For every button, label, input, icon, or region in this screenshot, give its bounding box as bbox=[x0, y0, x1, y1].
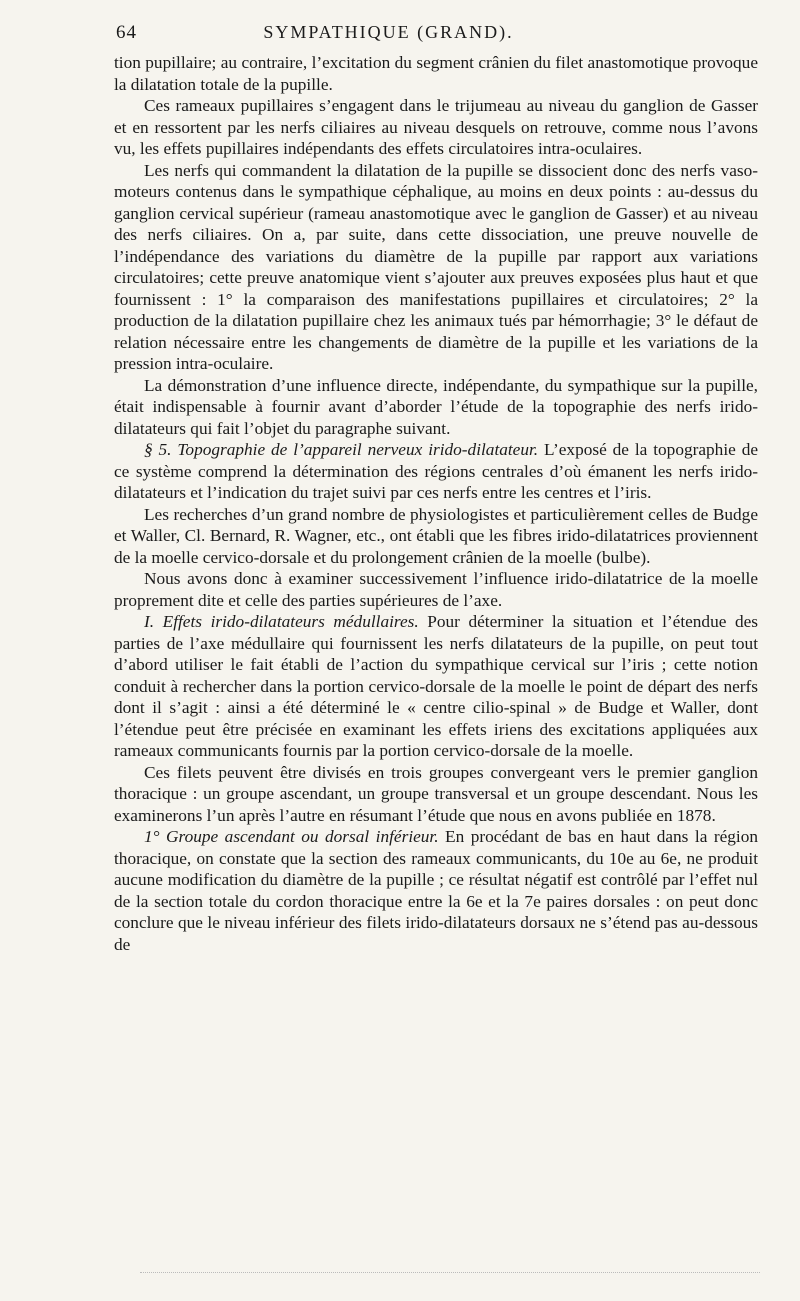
section-title: I. Effets irido-dilatateurs médullaires. bbox=[144, 612, 419, 631]
section-paragraph: § 5. Topographie de l’appareil nerveux irido-dilatateur. L’exposé de la topographie de ce système comprend la détermination des régions centrales d’où émanent les nerfs irido-dilatateurs et l’indication du trajet suivi par ces nerfs entre les centres et l’iris. bbox=[114, 440, 759, 502]
body-text bbox=[114, 52, 758, 955]
running-head bbox=[116, 22, 760, 52]
section-title: 1° Groupe ascendant ou dorsal inférieur. bbox=[144, 827, 439, 846]
paragraph: Ces filets peuvent être divisés en trois groupes convergeant vers le premier ganglion thoracique : un groupe ascendant, un groupe transversal et un groupe descendant. Nous les examinerons l’un après l’autre en résumant l’étude que nous en avons publiée en 1878. bbox=[114, 762, 758, 825]
paragraph: La démonstration d’une influence directe, indépendante, du sympathique sur la pupille, était indispensable à fournir avant d’aborder l’étude de la topographie des nerfs irido-dilatateurs qui fait l’objet du paragraphe suivant. bbox=[114, 375, 758, 438]
paragraph: Ces rameaux pupillaires s’engagent dans le trijumeau au niveau du ganglion de Gasser et en ressortent par les nerfs ciliaires au niveau desquels on retrouve, comme nous l’avons vu, les effets pupillaires indépendants des effets circulatoires intra-oculaires. bbox=[114, 96, 758, 158]
running-title: SYMPATHIQUE (GRAND). bbox=[263, 22, 514, 42]
section-paragraph: 1° Groupe ascendant ou dorsal inférieur. En procédant de bas en haut dans la région thoracique, on constate que la section des rameaux communicants, du 10e au 6e, ne produit aucune modification du diamètre de la pupille ; ce résultat négatif est contrôlé par l’effet nul de la section totale du cordon thoracique entre la 6e et la 7e paires dorsales : on peut donc conclure que le niveau inférieur des filets irido-dilatateurs dorsaux ne s’étend pas au-dessous de bbox=[114, 827, 758, 954]
paragraph: Nous avons donc à examiner successivement l’influence irido-dilatatrice de la moelle proprement dite et celle des parties supérieures de l’axe. bbox=[114, 569, 758, 610]
paragraph: Les recherches d’un grand nombre de physiologistes et particulièrement celles de Budge et Waller, Cl. Bernard, R. Wagner, etc., ont établi que les fibres irido-dilatatrices proviennent de la moelle cervico-dorsale et du prolongement crânien de la moelle (bulbe). bbox=[114, 504, 758, 567]
paragraph: tion pupillaire; au contraire, l’excitation du segment crânien du filet anastomotique provoque la dilatation totale de la pupille. bbox=[114, 53, 758, 94]
paragraph: Les nerfs qui commandent la dilatation de la pupille se dissocient donc des nerfs vaso-moteurs contenus dans le sympathique céphalique, au moins en deux points : au-dessus du ganglion cervical supérieur (rameau anastomotique avec le ganglion de Gasser) et au niveau des nerfs ciliaires. On a, par suite, dans cette dissociation, une preuve nouvelle de l’indépendance des variations du diamètre de la pupille par rapport aux variations circulatoires; cette preuve anatomique vient s’ajouter aux preuves exposées plus haut et que fournissent : 1° la comparaison des manifestations pupillaires et circulatoires; 2° la production de la dilatation pupillaire chez les animaux tués par hémorrhagie; 3° le défaut de relation nécessaire entre les changements de diamètre de la pupille et les variations de la pression intra-oculaire. bbox=[114, 160, 758, 373]
page-number: 64 bbox=[116, 22, 137, 43]
page-bottom-rule bbox=[140, 1272, 760, 1273]
section-title: § 5. Topographie de l’appareil nerveux irido-dilatateur. bbox=[144, 440, 539, 459]
section-paragraph: I. Effets irido-dilatateurs médullaires. Pour déterminer la situation et l’étendue des parties de l’axe médullaire qui fournissent les nerfs dilatateurs de la pupille, on peut tout d’abord utiliser le fait établi de l’action du sympathique cervical sur l’iris ; cette notion conduit à rechercher dans la portion cervico-dorsale de la moelle le point de départ des nerfs dont il s’agit : ainsi a été déterminé le « centre cilio-spinal » de Budge et Waller, dont l’étendue peut être précisée en examinant les effets iriens des excitations appliquées aux rameaux communicants fournis par la portion cervico-dorsale de la moelle. bbox=[114, 612, 758, 760]
